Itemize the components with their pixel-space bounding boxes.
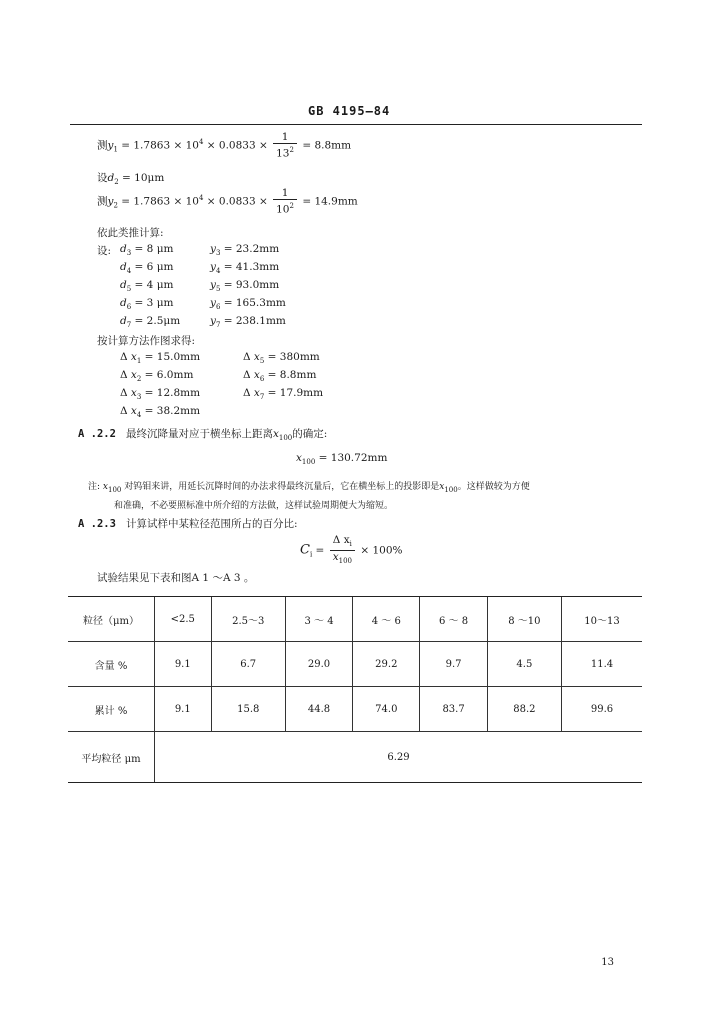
row-label: 平均粒径 μm: [68, 732, 155, 783]
table-cell: 15.8: [211, 687, 285, 732]
delta-row: Δ $x_6 = 8.8mm$: [243, 369, 317, 384]
percentage-equation: $C_i$ = $\frac{\Delta x_i}{x_{100}}$ × 100%: [300, 534, 403, 566]
fraction: $\frac{1}{10^2}$: [273, 187, 297, 216]
standard-header: GB 4195—84: [308, 104, 391, 118]
delta-row: Δ $x_4 = 38.2mm$: [120, 405, 201, 420]
section-a22: A .2.2 最终沉降量对应于横坐标上距离$x_{100}$的确定:: [78, 428, 328, 443]
delta-row: Δ $x_3 = 12.8mm$: [120, 387, 201, 402]
note-line-2: 和准确，不必要照标准中所介绍的方法做，这样试验周期便大为缩短。: [114, 501, 394, 511]
table-header-row: [68, 597, 642, 642]
analogy-line: 依此类推计算:: [97, 227, 164, 239]
pair-row: $d_6 = 3$ μm: [120, 297, 174, 312]
graph-line: 按计算方法作图求得:: [97, 335, 196, 347]
pair-row: $d_3 = 8$ μm: [120, 243, 174, 258]
table-cell: 9.1: [155, 687, 212, 732]
table-cell: 4 ～ 6: [353, 597, 420, 642]
pair-row: $d_7 = 2.5\mu m$: [120, 315, 181, 330]
row-label: 累计 %: [68, 687, 155, 732]
pair-row: $d_4 = 6$ μm: [120, 261, 174, 276]
delta-row: Δ $x_1 = 15.0mm$: [120, 351, 201, 366]
table-header-label: 粒径（μm）: [68, 597, 155, 642]
table-cell: 99.6: [562, 687, 642, 732]
equation-x100: $x_{100} = 130.72mm$: [296, 452, 388, 467]
section-a23: A .2.3 计算试样中某粒径范围所占的百分比:: [78, 518, 298, 530]
table-cell: 74.0: [353, 687, 420, 732]
table-cell: 11.4: [562, 642, 642, 687]
pair-row: $y_5 = 93.0mm$: [210, 279, 280, 294]
table-row: [68, 687, 642, 732]
table-cell: 6 ～ 8: [420, 597, 487, 642]
table-cell: 3 ～ 4: [285, 597, 352, 642]
pair-row: $y_4 = 41.3mm$: [210, 261, 280, 276]
set-label: 设:: [97, 245, 112, 257]
table-cell: 10～13: [562, 597, 642, 642]
table-row: [68, 642, 642, 687]
row-label: 含量 %: [68, 642, 155, 687]
fraction: $\frac{\Delta x_i}{x_{100}}$: [330, 534, 355, 567]
results-table: [68, 596, 642, 783]
table-row: [68, 732, 642, 783]
delta-row: Δ $x_7 = 17.9mm$: [243, 387, 324, 402]
table-cell: 4.5: [487, 642, 561, 687]
table-cell: 2.5～3: [211, 597, 285, 642]
table-cell: 9.1: [155, 642, 212, 687]
page-number: 13: [601, 957, 614, 968]
table-cell: <2.5: [155, 597, 212, 642]
pair-row: $y_7 = 238.1mm$: [210, 315, 286, 330]
table-cell: 9.7: [420, 642, 487, 687]
calc-line-2: 设$d_2 = 10\mu m$: [97, 172, 165, 187]
pair-row: $d_5 = 4$ μm: [120, 279, 174, 294]
table-cell: 29.2: [353, 642, 420, 687]
table-cell: 8 ～10: [487, 597, 561, 642]
table-cell: 44.8: [285, 687, 352, 732]
fraction: $\frac{1}{13^2}$: [273, 131, 297, 160]
calc-line-3: 测$y_2 = 1.7863 \times 10^4 \times 0.0833$ × $\frac{1}{10^2}$ = 14.9mm: [97, 187, 358, 216]
table-cell: 29.0: [285, 642, 352, 687]
delta-row: Δ $x_2 = 6.0mm$: [120, 369, 194, 384]
avg-value: 6.29: [155, 732, 643, 783]
table-cell: 6.7: [211, 642, 285, 687]
results-intro: 试验结果见下表和图A 1 ～A 3 。: [97, 572, 255, 584]
header-rule: [70, 124, 642, 125]
delta-row: Δ $x_5 = 380mm$: [243, 351, 320, 366]
table-cell: 83.7: [420, 687, 487, 732]
pair-row: $y_6 = 165.3mm$: [210, 297, 286, 312]
table-cell: 88.2: [487, 687, 561, 732]
pair-row: $y_3 = 23.2mm$: [210, 243, 280, 258]
calc-line-1: 测$y_1 = 1.7863 \times 10^4 \times 0.0833$ × $\frac{1}{13^2}$ = 8.8mm: [97, 131, 352, 160]
note-line-1: 注: $x_{100}$ 对钨钼来讲，用延长沉降时间的办法求得最终沉量后，它在横坐标上的投影即是$x_{100}$。这样做较为方便: [88, 482, 530, 494]
